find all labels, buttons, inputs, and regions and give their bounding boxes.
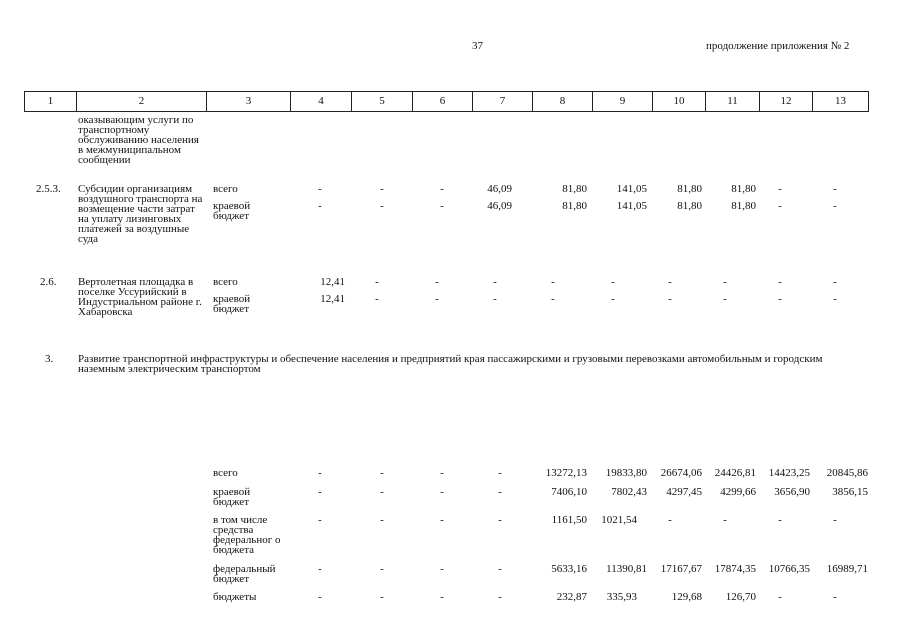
value-cell: - <box>318 467 322 479</box>
value-cell: - <box>318 563 322 575</box>
value-cell: - <box>440 563 444 575</box>
page-number: 37 <box>472 40 483 52</box>
column-header: 6 <box>413 92 473 111</box>
value-cell: 81,80 <box>677 183 702 195</box>
value-cell: 7406,10 <box>551 486 587 498</box>
value-cell: 14423,25 <box>768 467 810 479</box>
value-cell: 17167,67 <box>660 563 702 575</box>
column-header: 11 <box>706 92 760 111</box>
value-cell: 141,05 <box>616 183 647 195</box>
value-cell: - <box>440 486 444 498</box>
column-header: 12 <box>760 92 813 111</box>
value-cell: - <box>380 183 384 195</box>
column-header: 9 <box>593 92 653 111</box>
value-cell: 335,93 <box>606 591 637 603</box>
column-header: 10 <box>653 92 706 111</box>
value-cell: - <box>778 293 782 305</box>
value-cell: 20845,86 <box>826 467 868 479</box>
value-cell: - <box>498 514 502 526</box>
value-cell: 26674,06 <box>660 467 702 479</box>
row-number: 2.6. <box>40 276 57 288</box>
column-header: 13 <box>835 95 846 107</box>
column-header: 8 <box>533 92 593 111</box>
value-cell: - <box>498 563 502 575</box>
value-cell: - <box>380 467 384 479</box>
funding-source: всего <box>213 276 238 288</box>
value-cell: - <box>380 514 384 526</box>
value-cell: - <box>318 514 322 526</box>
value-cell: - <box>498 467 502 479</box>
table-header <box>24 91 869 112</box>
value-cell: 46,09 <box>487 200 512 212</box>
value-cell: 126,70 <box>725 591 756 603</box>
value-cell: - <box>435 293 439 305</box>
funding-source: всего <box>213 467 238 479</box>
value-cell: - <box>611 276 615 288</box>
value-cell: 46,09 <box>487 183 512 195</box>
value-cell: - <box>375 276 379 288</box>
row-name: Развитие транспортной инфраструктуры и обеспечение населения и предприятий края пассажирскими и грузовыми перевозками автомобильным и городским наземным электрическим транспортом <box>78 353 823 375</box>
value-cell: - <box>833 200 837 212</box>
value-cell: - <box>380 591 384 603</box>
value-cell: - <box>380 200 384 212</box>
value-cell: 81,80 <box>562 183 587 195</box>
value-cell: - <box>440 514 444 526</box>
funding-source: краевой бюджет <box>213 486 251 508</box>
value-cell: - <box>551 276 555 288</box>
value-cell: 24426,81 <box>714 467 756 479</box>
value-cell: 232,87 <box>556 591 587 603</box>
value-cell: 81,80 <box>677 200 702 212</box>
value-cell: - <box>375 293 379 305</box>
value-cell: - <box>833 514 837 526</box>
column-header: 1 <box>25 92 77 111</box>
value-cell: - <box>723 293 727 305</box>
funding-source: краевой бюджет <box>213 293 251 315</box>
value-cell: 129,68 <box>671 591 702 603</box>
value-cell: - <box>833 591 837 603</box>
value-cell: 5633,16 <box>551 563 587 575</box>
value-cell: 3856,15 <box>832 486 868 498</box>
value-cell: 81,80 <box>562 200 587 212</box>
continued-item-text: оказывающим услуги по транспортному обслуживанию населения в межмуниципальном сообщении <box>78 114 199 166</box>
funding-source: краевой бюджет <box>213 200 251 222</box>
value-cell: - <box>498 591 502 603</box>
row-number: 3. <box>45 353 54 365</box>
value-cell: - <box>833 183 837 195</box>
value-cell: - <box>318 591 322 603</box>
value-cell: 1021,54 <box>601 514 637 526</box>
row-number: 2.5.3. <box>36 183 61 195</box>
value-cell: 4299,66 <box>720 486 756 498</box>
funding-source: всего <box>213 183 238 195</box>
value-cell: - <box>435 276 439 288</box>
value-cell: 11390,81 <box>606 563 647 575</box>
column-header: 7 <box>473 92 533 111</box>
value-cell: - <box>440 591 444 603</box>
column-header: 5 <box>352 92 413 111</box>
value-cell: 1161,50 <box>551 514 587 526</box>
value-cell: - <box>318 183 322 195</box>
value-cell: - <box>778 591 782 603</box>
value-cell: 81,80 <box>731 200 756 212</box>
continuation-label: продолжение приложения № 2 <box>706 40 850 52</box>
value-cell: - <box>778 200 782 212</box>
value-cell: - <box>723 514 727 526</box>
value-cell: - <box>833 293 837 305</box>
value-cell: - <box>318 486 322 498</box>
funding-source: в том числе средства федеральног о бюджета <box>213 514 281 556</box>
value-cell: - <box>668 276 672 288</box>
value-cell: 19833,80 <box>605 467 647 479</box>
value-cell: - <box>440 200 444 212</box>
funding-source: бюджеты <box>213 591 257 603</box>
value-cell: - <box>380 486 384 498</box>
value-cell: - <box>440 467 444 479</box>
value-cell: - <box>778 183 782 195</box>
value-cell: - <box>611 293 615 305</box>
value-cell: - <box>498 486 502 498</box>
value-cell: 12,41 <box>320 276 345 288</box>
value-cell: 13272,13 <box>545 467 587 479</box>
value-cell: - <box>493 276 497 288</box>
column-header: 2 <box>77 92 207 111</box>
value-cell: - <box>380 563 384 575</box>
value-cell: - <box>440 183 444 195</box>
value-cell: - <box>493 293 497 305</box>
value-cell: 10766,35 <box>768 563 810 575</box>
column-header: 3 <box>207 92 291 111</box>
value-cell: - <box>551 293 555 305</box>
value-cell: 12,41 <box>320 293 345 305</box>
value-cell: 141,05 <box>616 200 647 212</box>
value-cell: 16989,71 <box>826 563 868 575</box>
value-cell: 81,80 <box>731 183 756 195</box>
value-cell: 4297,45 <box>666 486 702 498</box>
value-cell: - <box>668 514 672 526</box>
value-cell: 3656,90 <box>774 486 810 498</box>
value-cell: - <box>833 276 837 288</box>
value-cell: - <box>668 293 672 305</box>
value-cell: 17874,35 <box>714 563 756 575</box>
value-cell: - <box>318 200 322 212</box>
row-name: Субсидии организациям воздушного транспорта на возмещение части затрат на уплату лизинговых платежей за воздушные суда <box>78 183 203 245</box>
row-name: Вертолетная площадка в поселке Уссурийский в Индустриальном районе г. Хабаровска <box>78 276 202 318</box>
value-cell: - <box>778 276 782 288</box>
value-cell: - <box>778 514 782 526</box>
column-header: 4 <box>291 92 352 111</box>
value-cell: 7802,43 <box>611 486 647 498</box>
funding-source: федеральный бюджет <box>213 563 276 585</box>
value-cell: - <box>723 276 727 288</box>
